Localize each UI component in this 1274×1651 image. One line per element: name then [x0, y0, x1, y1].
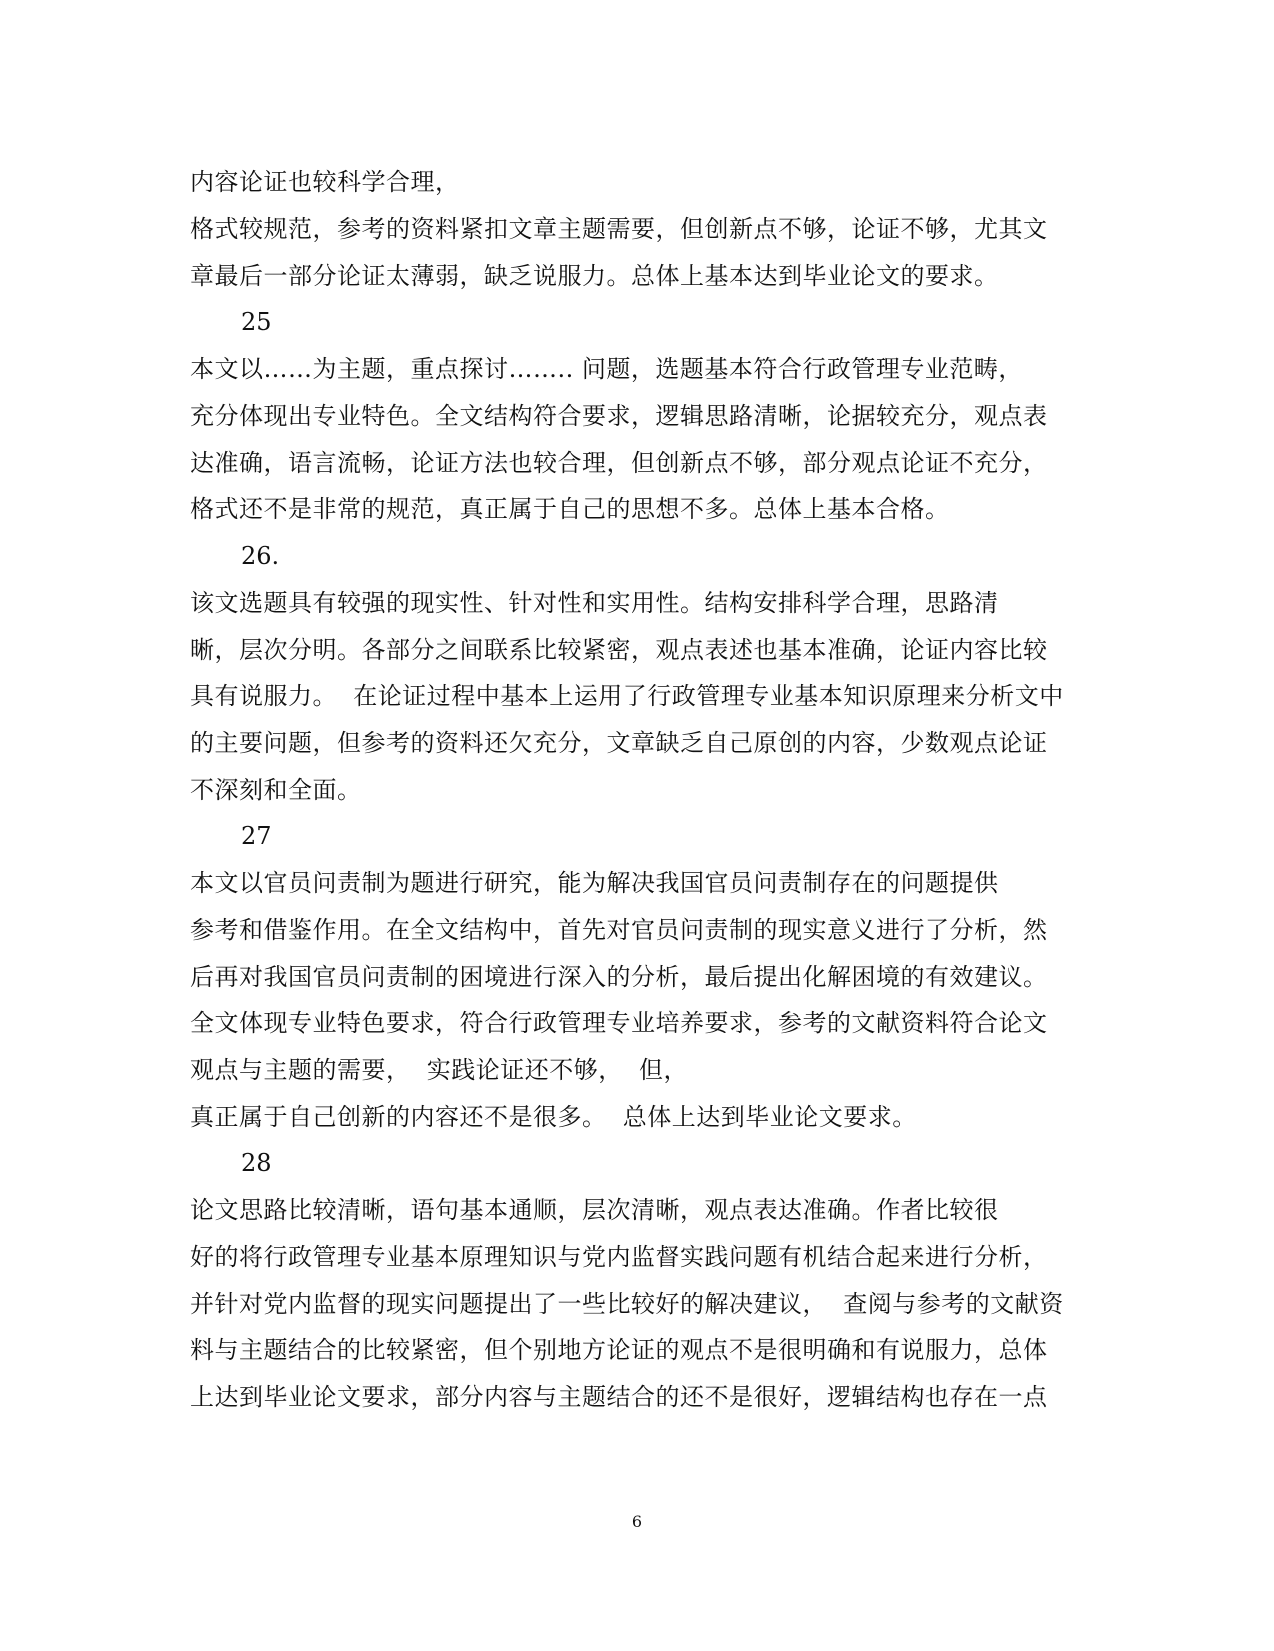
text-line: 充分体现出专业特色。全文结构符合要求，逻辑思路清晰，论据较充分，观点表 — [190, 402, 1048, 430]
text-line: 不深刻和全面。 — [190, 776, 362, 804]
text-line: 内容论证也较科学合理， — [190, 168, 460, 196]
text-line: 晰，层次分明。各部分之间联系比较紧密，观点表述也基本准确，论证内容比较 — [190, 636, 1048, 664]
text-line: 论文思路比较清晰，语句基本通顺，层次清晰，观点表达准确。作者比较很 — [190, 1196, 999, 1224]
section-number: 27 — [241, 822, 272, 850]
text-line: 真正属于自己创新的内容还不是很多。 总体上达到毕业论文要求。 — [190, 1103, 917, 1131]
text-line: 好的将行政管理专业基本原理知识与党内监督实践问题有机结合起来进行分析， — [190, 1243, 1048, 1271]
text-line: 参考和借鉴作用。在全文结构中，首先对官员问责制的现实意义进行了分析，然 — [190, 916, 1048, 944]
text-line: 上达到毕业论文要求，部分内容与主题结合的还不是很好，逻辑结构也存在一点 — [190, 1383, 1048, 1411]
text-line: 具有说服力。 在论证过程中基本上运用了行政管理专业基本知识原理来分析文中 — [190, 682, 1064, 710]
text-line: 本文以……为主题，重点探讨…….. 问题，选题基本符合行政管理专业范畴， — [190, 355, 1023, 383]
text-line: 本文以官员问责制为题进行研究，能为解决我国官员问责制存在的问题提供 — [190, 869, 999, 897]
text-line: 后再对我国官员问责制的困境进行深入的分析，最后提出化解困境的有效建议。 — [190, 963, 1048, 991]
text-line: 全文体现专业特色要求，符合行政管理专业培养要求，参考的文献资料符合论文 — [190, 1009, 1048, 1037]
section-number: 25 — [241, 308, 272, 336]
text-line: 该文选题具有较强的现实性、针对性和实用性。结构安排科学合理，思路清 — [190, 589, 999, 617]
section-number: 28 — [241, 1149, 272, 1177]
page-number: 6 — [631, 1512, 643, 1531]
text-line: 料与主题结合的比较紧密，但个别地方论证的观点不是很明确和有说服力，总体 — [190, 1336, 1048, 1364]
text-line: 的主要问题，但参考的资料还欠充分，文章缺乏自己原创的内容，少数观点论证 — [190, 729, 1048, 757]
text-line: 观点与主题的需要， 实践论证还不够， 但， — [190, 1056, 689, 1084]
text-line: 格式还不是非常的规范，真正属于自己的思想不多。总体上基本合格。 — [190, 495, 950, 523]
text-line: 格式较规范，参考的资料紧扣文章主题需要，但创新点不够，论证不够，尤其文 — [190, 215, 1048, 243]
text-line: 章最后一部分论证太薄弱，缺乏说服力。总体上基本达到毕业论文的要求。 — [190, 262, 999, 290]
text-line: 并针对党内监督的现实问题提出了一些比较好的解决建议， 查阅与参考的文献资 — [190, 1290, 1064, 1318]
section-number: 26. — [241, 542, 280, 570]
text-line: 达准确，语言流畅，论证方法也较合理，但创新点不够，部分观点论证不充分， — [190, 449, 1048, 477]
